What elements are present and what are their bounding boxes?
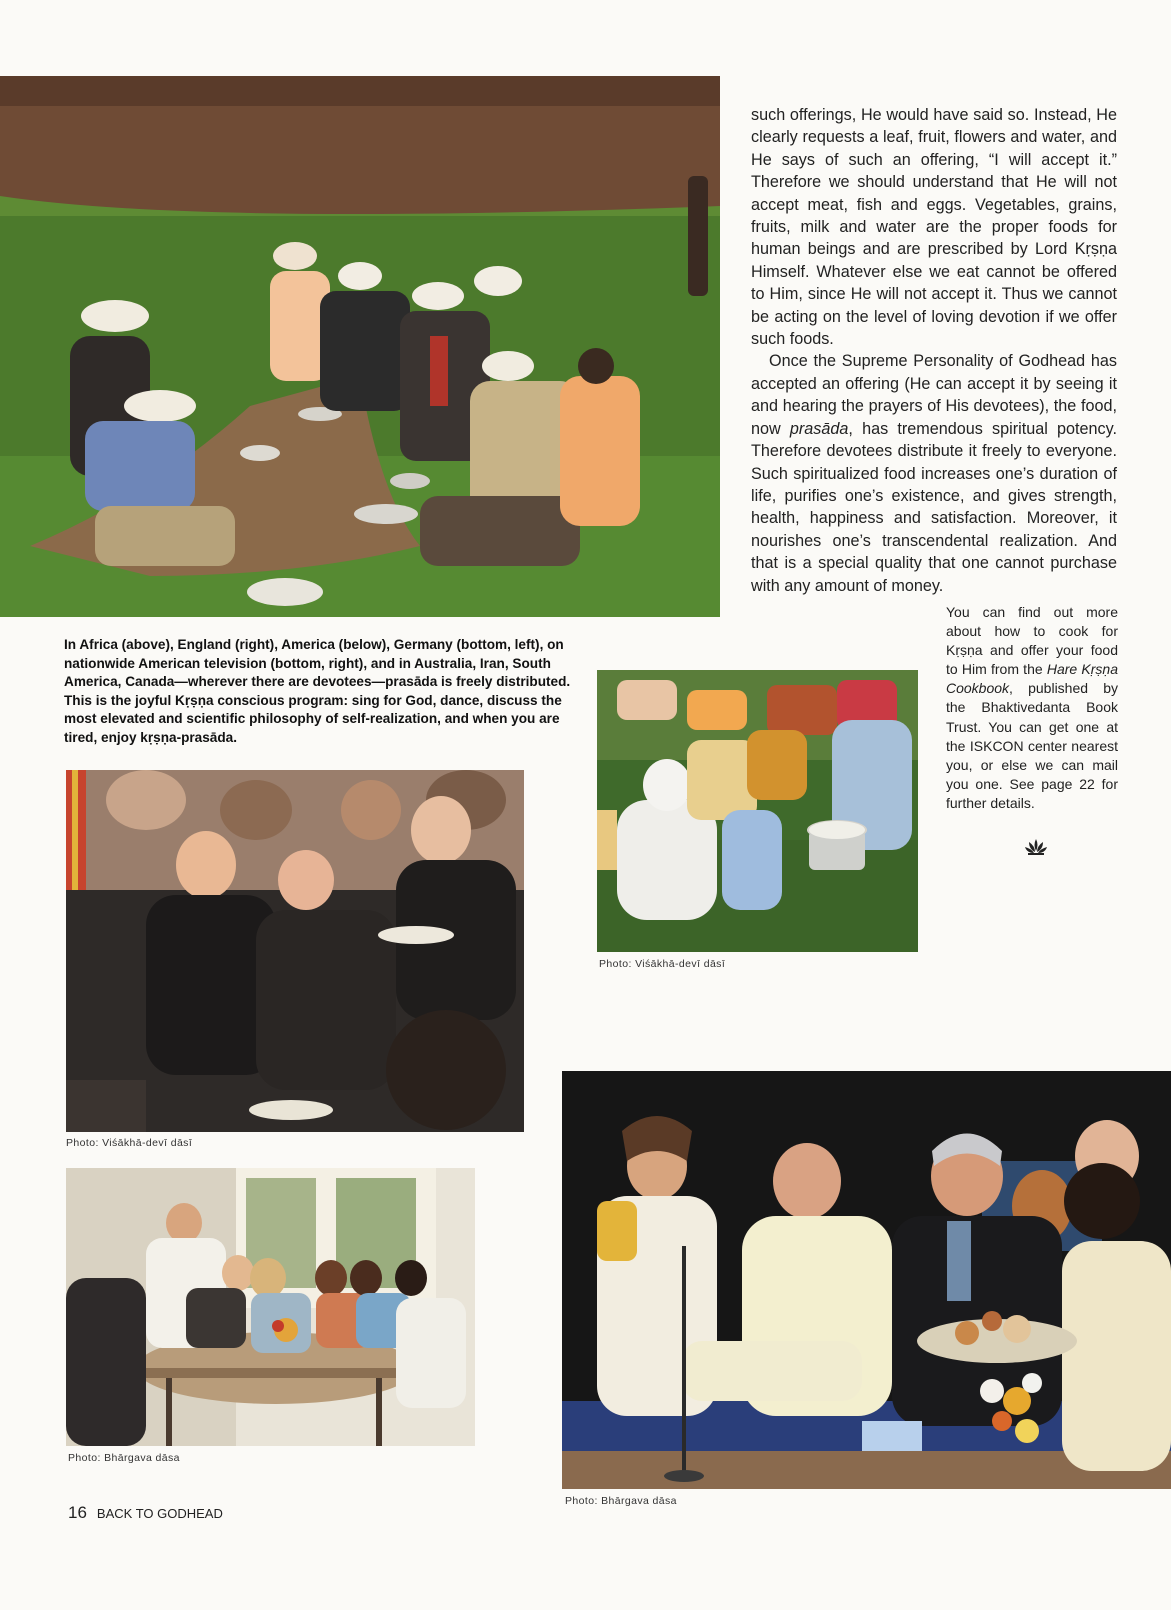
photo-england xyxy=(597,670,918,952)
page-footer xyxy=(68,1503,223,1523)
photo-credit-television: Photo: Bhārgava dāsa xyxy=(565,1495,677,1507)
photo-caption: In Africa (above), England (right), America (below), Germany (bottom, left), on nationwide American television (bottom, right), and in Australia, Iran, South America, Canada—wherever there are devotees—prasāda is freely distributed. This is the joyful Kṛṣṇa conscious program: sing for God, dance, discuss the most elevated and scientific philosophy of self-realization, and when you are tired, enjoy kṛṣṇa-prasāda. xyxy=(64,637,571,745)
page-number: 16 xyxy=(68,1503,87,1522)
photo-africa xyxy=(0,76,720,617)
photo-credit-germany: Photo: Bhārgava dāsa xyxy=(68,1452,180,1464)
article-paragraph: Once the Supreme Personality of Godhead has accepted an offering (He can accept it by seeing it and hearing the prayers of His devotees), the food, now prasāda, has tremendous spiritual potency. Therefore devotees distribute it freely to everyone. Such spiritualized food increases one’s duration of life, purifies one’s existence, and gives strength, health, happiness and satisfaction. Moreover, it nourishes one’s transcendental realization. And that is a special quality that one cannot purchase with any amount of money. xyxy=(751,352,1118,595)
article-body xyxy=(751,104,1117,597)
cookbook-note: You can find out more about how to cook for Kṛṣṇa and offer your food to Him from the Hare Kṛṣṇa Cookbook, published by the Bhaktivedanta Book Trust. You can get one at the ISKCON center nearest you, or else we can mail you one. See page 22 for further details. xyxy=(946,604,1119,811)
photo-credit-england: Photo: Viśākhā-devī dāsī xyxy=(599,958,726,970)
article-paragraph: such offerings, He would have said so. Instead, He clearly requests a leaf, fruit, flowers and water, and He says of such an offering, “I will accept it.” Therefore we should understand that He will not accept meat, fish and eggs. Vegetables, grains, fruits, milk and water are the proper foods for human beings and are prescribed by Lord Kṛṣṇa Himself. Whatever else we eat cannot be offered to Him, since He will not accept it. Thus we cannot be acting on the level of loving devotion if we offer such foods. xyxy=(751,106,1117,349)
lotus-icon xyxy=(1024,838,1048,856)
magazine-title: BACK TO GODHEAD xyxy=(96,1506,223,1521)
photo-germany xyxy=(66,1168,475,1446)
photo-television xyxy=(562,1071,1171,1489)
photo-america xyxy=(66,770,524,1132)
photo-credit-america: Photo: Viśākhā-devī dāsī xyxy=(66,1137,193,1149)
cookbook-title: Hare Kṛṣṇa Cookbook xyxy=(946,661,1119,697)
